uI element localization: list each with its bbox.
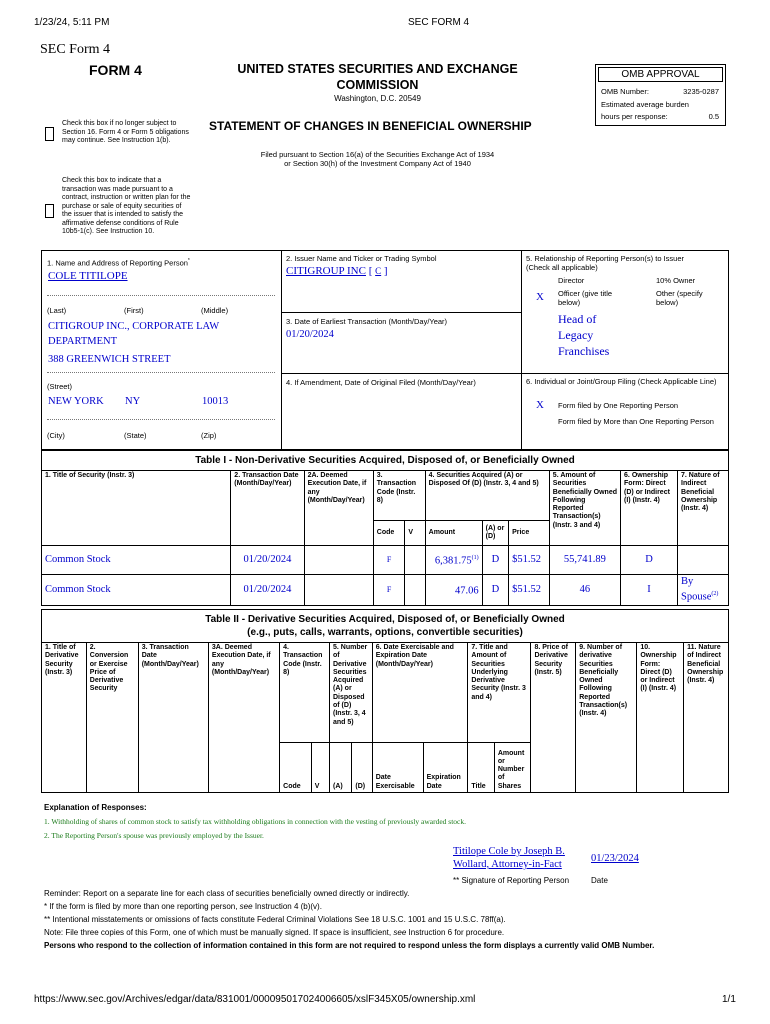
print-title: SEC FORM 4 (408, 17, 470, 28)
state-value: NY (125, 396, 141, 407)
t2-h-date-exercisable: Date Exercisable (372, 743, 423, 793)
officer-title: Head of Legacy Franchises (558, 312, 610, 358)
box5-label: 5. Relationship of Reporting Person(s) to Issuer (Check all applicable) (526, 254, 684, 272)
explanation-label: Explanation of Responses: (44, 803, 147, 812)
state-label: (State) (124, 431, 147, 440)
earliest-date: 01/20/2024 (286, 329, 334, 340)
section16-check-text: Check this box if no longer subject to Section 16. Form 4 or Form 5 obligations may continue. See Instruction 1(b). (62, 120, 189, 144)
t1-cell-ad: D (482, 546, 508, 575)
omb-number: 3235-0287 (683, 87, 719, 96)
omb-number-label: OMB Number: (601, 87, 649, 96)
t2-h-code: 4. Transaction Code (Instr. 8) (280, 643, 330, 743)
t1-h-v: V (405, 521, 425, 546)
officer-label: Officer (give title below) (558, 289, 613, 307)
t1-cell-date: 01/20/2024 (231, 575, 304, 606)
one-person-check[interactable]: X (536, 399, 544, 411)
t1-h-owned: 5. Amount of Securities Beneficially Owned Following Reported Transaction(s) (Instr. 3 and 4) (549, 471, 620, 546)
t1-h-form: 6. Ownership Form: Direct (D) or Indirect (I) (Instr. 4) (621, 471, 678, 546)
t1-cell-form: I (621, 575, 678, 606)
section16-checkbox[interactable] (45, 127, 54, 141)
one-person-label: Form filed by One Reporting Person (558, 401, 679, 410)
t2-h-title: 1. Title of Derivative Security (Instr. 3) (42, 643, 87, 793)
first-label: (First) (124, 306, 144, 315)
t1-cell-title: Common Stock (42, 546, 231, 575)
statement-title: STATEMENT OF CHANGES IN BENEFICIAL OWNERSHIP (209, 119, 532, 133)
t1-h-acquired: 4. Securities Acquired (A) or Disposed Of (D) (Instr. 3, 4 and 5) (425, 471, 549, 521)
asterisk-note: * If the form is filed by more than one reporting person, see Instruction 4 (b)(v). (44, 902, 322, 911)
table-1-title: Table I - Non-Derivative Securities Acquired, Disposed of, or Beneficially Owned (42, 451, 729, 471)
more-person-label: Form filed by More than One Reporting Person (558, 417, 714, 426)
city-value: NEW YORK (48, 396, 104, 407)
reporting-person-name[interactable]: COLE TITILOPE (48, 270, 128, 282)
t2-h-d: (D) (352, 743, 372, 793)
table-2 (41, 609, 729, 793)
table-row (42, 575, 729, 606)
director-label: Director (558, 276, 585, 285)
t2-h-amount: Amount or Number of Shares (494, 743, 531, 793)
table-row (42, 546, 729, 575)
agency-name: UNITED STATES SECURITIES AND EXCHANGE COMMISSION (237, 62, 518, 92)
box1-label: 1. Name and Address of Reporting Person* (47, 258, 190, 268)
t2-h-sub-title: Title (468, 743, 494, 793)
t2-h-form: 10. Ownership Form: Direct (D) or Indirect (I) (Instr. 4) (637, 643, 684, 793)
t2-h-price: 8. Price of Derivative Security (Instr. 5) (531, 643, 576, 793)
t1-h-code-sub: Code (373, 521, 405, 546)
box4-label: 4. If Amendment, Date of Original Filed (Month/Day/Year) (286, 378, 476, 387)
t1-cell-form: D (621, 546, 678, 575)
form-number: FORM 4 (89, 62, 142, 78)
omb-burden-value: 0.5 (708, 112, 719, 121)
agency-location: Washington, D.C. 20549 (334, 94, 421, 103)
t2-h-expiration: Expiration Date (423, 743, 468, 793)
t1-cell-title: Common Stock (42, 575, 231, 606)
t1-h-nature: 7. Nature of Indirect Beneficial Ownership (Instr. 4) (678, 471, 729, 546)
box2-label: 2. Issuer Name and Ticker or Trading Symbol (286, 254, 437, 263)
street-label: (Street) (47, 382, 73, 391)
middle-label: (Middle) (201, 306, 229, 315)
date-label: Date (591, 876, 608, 885)
copies-note: Note: File three copies of this Form, one of which must be manually signed. If space is insufficient, see Instruction 6 for procedure. (44, 928, 505, 937)
reminder-note: Reminder: Report on a separate line for each class of securities beneficially owned directly or indirectly. (44, 889, 410, 898)
other-label: Other (specify below) (656, 289, 703, 307)
t1-cell-price: $51.52 (509, 546, 550, 575)
print-url[interactable]: https://www.sec.gov/Archives/edgar/data/831001/000095017024006605/xslF345X05/ownership.xml (34, 994, 476, 1005)
t1-cell-price: $51.52 (509, 575, 550, 606)
t2-h-code-sub: Code (280, 743, 312, 793)
print-datetime: 1/23/24, 5:11 PM (34, 17, 110, 28)
t1-cell-amount: 6,381.75$^{(1)}$ (425, 546, 482, 575)
sec-form-label: SEC Form 4 (40, 42, 111, 57)
t2-h-owned: 9. Number of derivative Securities Beneficially Owned Following Reported Transaction(s) (Instr. 4) (576, 643, 637, 793)
last-label: (Last) (47, 306, 67, 315)
t2-h-underlying: 7. Title and Amount of Securities Underlying Derivative Security (Instr. 3 and 4) (468, 643, 531, 743)
omb-box (595, 64, 726, 126)
t1-cell-nature (678, 546, 729, 575)
zip-value: 10013 (202, 396, 229, 407)
table-2-title: Table II - Derivative Securities Acquired, Disposed of, or Beneficially Owned (e.g., puts, calls, warrants, options, convertible securities) (42, 610, 729, 643)
rule-10b5-check-text: Check this box to indicate that a transaction was made pursuant to a contract, instruction or written plan for the purchase or sale of equity securities of the issuer that is intended to satisfy the affirmative defense conditions of Rule 10b5-1(c). See Instruction 10. (62, 177, 191, 235)
t2-h-deemed: 3A. Deemed Execution Date, if any (Month/Day/Year) (208, 643, 279, 793)
t1-cell-owned: 46 (549, 575, 620, 606)
omb-burden-label-2: hours per response: (601, 112, 668, 121)
filed-pursuant: Filed pursuant to Section 16(a) of the Securities Exchange Act of 1934 or Section 30(h) of the Investment Company Act of 1940 (260, 150, 495, 168)
t1-h-price: Price (509, 521, 550, 546)
signature-date: 01/23/2024 (591, 853, 639, 864)
t1-h-title: 1. Title of Security (Instr. 3) (42, 471, 231, 546)
t1-h-date: 2. Transaction Date (Month/Day/Year) (231, 471, 304, 546)
box6-label: 6. Individual or Joint/Group Filing (Check Applicable Line) (526, 377, 717, 386)
t2-h-date: 3. Transaction Date (Month/Day/Year) (138, 643, 208, 793)
issuer-link[interactable]: CITIGROUP INC (286, 265, 366, 277)
t1-cell-code: F (373, 575, 405, 606)
table-1 (41, 450, 729, 606)
t1-cell-owned: 55,741.89 (549, 546, 620, 575)
footnote-1: 1. Withholding of shares of common stock to satisfy tax withholding obligations in connection with the vesting of previously awarded stock. (44, 817, 466, 826)
t2-h-conversion: 2. Conversion or Exercise Price of Derivative Security (86, 643, 138, 793)
t2-h-nature: 11. Nature of Indirect Beneficial Ownership (Instr. 4) (684, 643, 729, 793)
t2-h-number: 5. Number of Derivative Securities Acquired (A) or Disposed of (D) (Instr. 3, 4 and 5) (330, 643, 373, 743)
issuer: CITIGROUP INC [ C ] (286, 265, 388, 277)
t1-cell-date: 01/20/2024 (231, 546, 304, 575)
ten-pct-label: 10% Owner (656, 276, 696, 285)
box3-label: 3. Date of Earliest Transaction (Month/Day/Year) (286, 317, 448, 326)
t1-h-ad: (A) or (D) (482, 521, 508, 546)
rule-10b5-checkbox[interactable] (45, 204, 54, 218)
t1-h-deemed: 2A. Deemed Execution Date, if any (Month/Day/Year) (304, 471, 373, 546)
t2-h-a: (A) (330, 743, 352, 793)
omb-title: OMB APPROVAL (598, 67, 723, 82)
t1-cell-nature: By Spouse$^{(2)}$ (678, 575, 729, 606)
omb-burden-label: Estimated average burden (601, 100, 689, 109)
t1-h-code: 3. Transaction Code (Instr. 8) (373, 471, 425, 521)
ticker-link[interactable]: C (375, 266, 382, 276)
omb-note: Persons who respond to the collection of information contained in this form are not required to respond unless the form displays a currently valid OMB Number. (44, 941, 655, 950)
signature-label: ** Signature of Reporting Person (453, 876, 570, 885)
t2-h-v: V (311, 743, 329, 793)
city-label: (City) (47, 431, 65, 440)
zip-label: (Zip) (201, 431, 217, 440)
address: CITIGROUP INC., CORPORATE LAW DEPARTMENT 388 GREENWICH STREET (48, 321, 220, 365)
officer-check[interactable]: X (536, 291, 544, 303)
t1-cell-ad: D (482, 575, 508, 606)
t2-h-exercisable: 6. Date Exercisable and Expiration Date (Month/Day/Year) (372, 643, 468, 743)
misstatement-note: ** Intentional misstatements or omissions of facts constitute Federal Criminal Violations See 18 U.S.C. 1001 and 15 U.S.C. 78ff(a). (44, 915, 506, 924)
t1-cell-code: F (373, 546, 405, 575)
signature-name: Titilope Cole by Joseph B. Wollard, Attorney-in-Fact (453, 846, 565, 870)
footnote-2: 2. The Reporting Person's spouse was previously employed by the Issuer. (44, 831, 264, 840)
t1-h-amount: Amount (425, 521, 482, 546)
t1-cell-amount: 47.06 (425, 575, 482, 606)
print-page: 1/1 (722, 994, 736, 1005)
